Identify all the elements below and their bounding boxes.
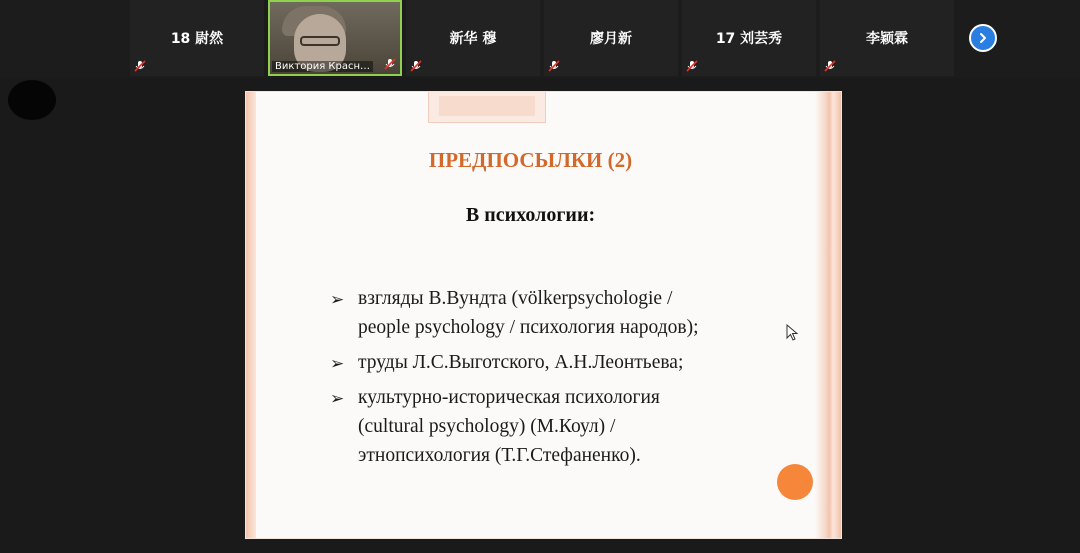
arrow-bullet-icon: ➢: [330, 290, 345, 309]
participant-name: 李颖霖: [866, 31, 908, 47]
shared-slide: [246, 92, 841, 538]
participants-bar: [0, 0, 1080, 78]
next-participants-button[interactable]: [969, 24, 997, 52]
slide-right-border: [815, 92, 841, 538]
participant-name: 廖月新: [590, 31, 632, 47]
mic-muted-icon: [686, 60, 698, 72]
participant-name: 18 尉然: [170, 31, 224, 47]
slide-accent-dot: [777, 464, 813, 500]
dark-blob: [8, 80, 56, 120]
slide-subtitle: В психологии:: [465, 204, 596, 226]
arrow-bullet-icon: ➢: [330, 389, 345, 408]
mic-muted-icon: [410, 60, 422, 72]
participant-name: Виктория Красн…: [272, 61, 373, 72]
mic-muted-icon: [134, 60, 146, 72]
arrow-bullet-icon: ➢: [330, 354, 345, 373]
mouse-cursor-icon: [786, 324, 800, 342]
glasses-icon: [300, 36, 340, 46]
bullet-line: этнопсихология (Т.Г.Стефаненко).: [358, 445, 641, 466]
bullet-list: [330, 284, 800, 476]
bullet-item: [330, 348, 800, 377]
mic-muted-icon: [384, 58, 396, 70]
participant-tile[interactable]: [406, 0, 540, 76]
bullet-item: [330, 284, 800, 342]
participant-tile[interactable]: [682, 0, 816, 76]
slide-title: ПРЕДПОСЫЛКИ (2): [428, 148, 633, 172]
participant-video-tile[interactable]: [268, 0, 402, 76]
participant-name: 新华 穆: [449, 31, 497, 47]
participant-tile[interactable]: [820, 0, 954, 76]
participant-tile[interactable]: [130, 0, 264, 76]
chevron-right-icon: [977, 32, 989, 44]
participant-tile[interactable]: [544, 0, 678, 76]
bullet-line: труды Л.С.Выготского, А.Н.Леонтьева;: [358, 352, 684, 373]
bullet-line: (cultural psychology) (М.Коул) /: [358, 416, 616, 437]
bullet-item: [330, 383, 800, 470]
mic-muted-icon: [824, 60, 836, 72]
participant-name: 17 刘芸秀: [715, 31, 783, 47]
bullet-line: взгляды В.Вундта (völkerpsychologie /: [358, 288, 673, 309]
bullet-line: культурно-историческая психология: [358, 387, 660, 408]
bullet-line: people psychology / психология народов);: [358, 317, 699, 338]
mic-muted-icon: [548, 60, 560, 72]
slide-header-decoration: [428, 92, 546, 123]
